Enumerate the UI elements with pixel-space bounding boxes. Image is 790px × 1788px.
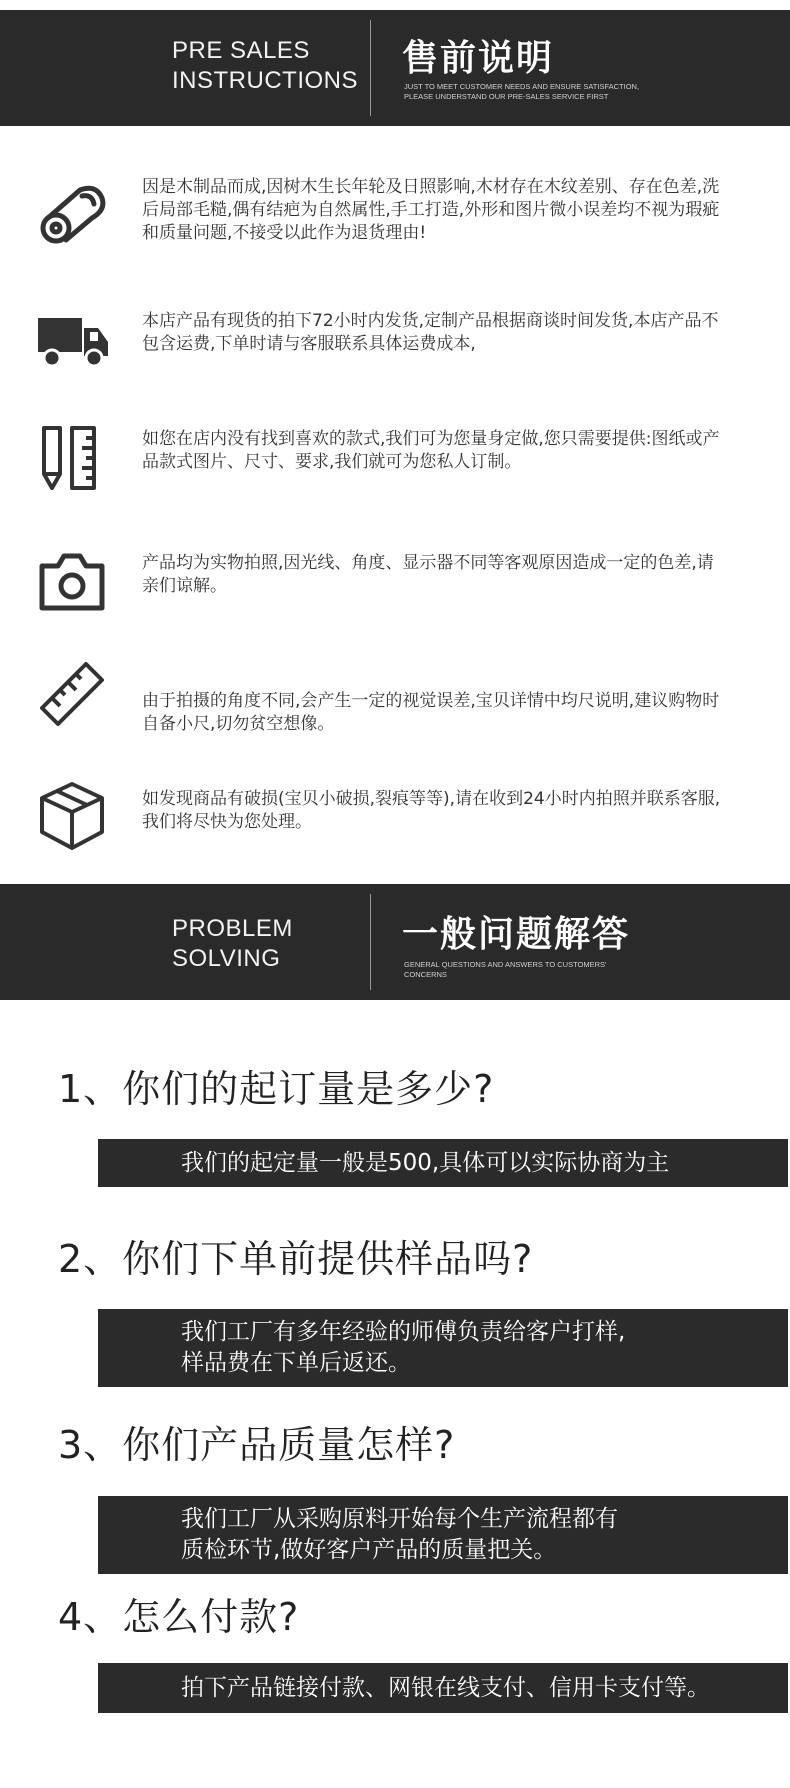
problem-zh-title: 一般问题解答 [402, 914, 631, 955]
camera-icon [36, 546, 108, 618]
wood-log-icon [36, 180, 108, 252]
pre-sales-banner [0, 10, 790, 126]
pre-sales-en-title: PRE SALES INSTRUCTIONS [172, 37, 358, 94]
note-text: 由于拍摄的角度不同,会产生一定的视觉误差,宝贝详情中均尺说明,建议购物时自备小尺,切勿贫空想像。 [142, 691, 720, 734]
faq-answer: 拍下产品链接付款、网银在线支付、信用卡支付等。 [98, 1663, 788, 1713]
faq-question: 3、你们产品质量怎样? [58, 1423, 456, 1467]
pencil-ruler-icon [36, 422, 108, 494]
note-text: 如发现商品有破损(宝贝小破损,裂痕等等),请在收到24小时内拍照并联系客服,我们将尽快为您处理。 [142, 789, 721, 832]
note-text: 如您在店内没有找到喜欢的款式,我们可为您量身定做,您只需要提供:图纸或产品款式图片、尺寸、要求,我们就可为您私人订制。 [142, 429, 720, 472]
faq-question: 4、怎么付款? [58, 1595, 300, 1639]
faq-answer: 我们工厂从采购原料开始每个生产流程都有 质检环节,做好客户产品的质量把关。 [98, 1496, 788, 1574]
problem-en-title: PROBLEM SOLVING [172, 915, 293, 972]
pre-sales-subtitle: JUST TO MEET CUSTOMER NEEDS AND ENSURE SATISFACTION, PLEASE UNDERSTAND OUR PRE-SALES SERVICE FIRST [404, 82, 640, 101]
faq-question: 2、你们下单前提供样品吗? [58, 1237, 534, 1281]
note-text: 产品均为实物拍照,因光线、角度、显示器不同等客观原因造成一定的色差,请亲们谅解。 [142, 553, 714, 596]
faq-answer: 我们的起定量一般是500,具体可以实际协商为主 [98, 1139, 788, 1187]
box-icon [36, 780, 108, 852]
problem-solving-banner [0, 884, 790, 1000]
pre-sales-zh-title: 售前说明 [402, 38, 555, 79]
banner-divider [370, 894, 371, 990]
faq-question: 1、你们的起订量是多少? [58, 1067, 495, 1111]
truck-icon [36, 304, 108, 376]
banner-divider [370, 20, 371, 116]
problem-subtitle: GENERAL QUESTIONS AND ANSWERS TO CUSTOMERS' CONCERNS [404, 960, 607, 979]
faq-answer: 我们工厂有多年经验的师傅负责给客户打样, 样品费在下单后返还。 [98, 1309, 788, 1387]
ruler-icon [36, 658, 108, 730]
note-text: 本店产品有现货的拍下72小时内发货,定制产品根据商谈时间发货,本店产品不包含运费,下单时请与客服联系具体运费成本, [142, 311, 719, 354]
note-text: 因是木制品而成,因树木生长年轮及日照影响,木材存在木纹差别、存在色差,洗后局部毛糙,偶有结疤为自然属性,手工打造,外形和图片微小误差均不视为瑕疵和质量问题,不接受以此作为退货理由! [142, 177, 720, 243]
